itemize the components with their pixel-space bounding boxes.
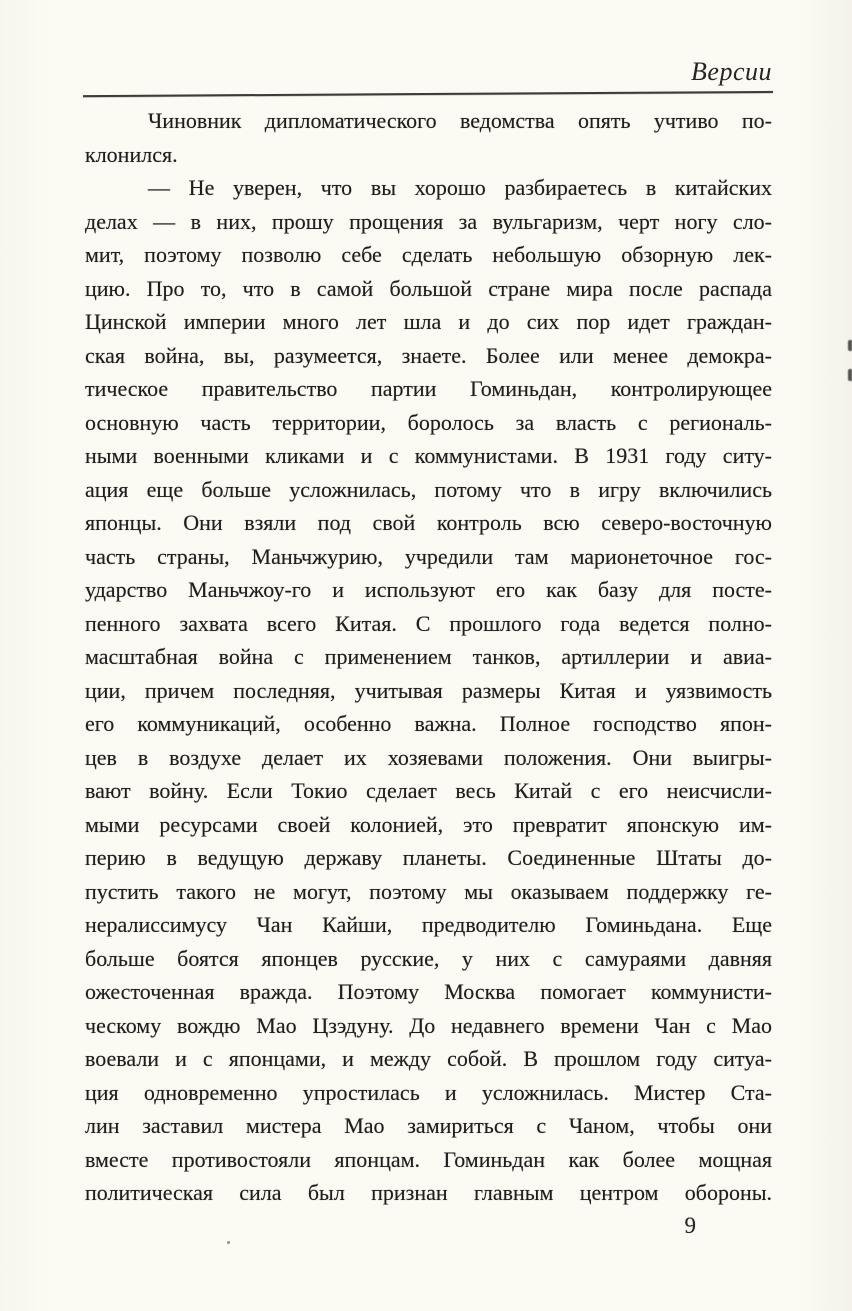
text-line: масштабная война с применением танков, артиллерии и авиа- (85, 644, 772, 669)
text-line: основную часть территории, боролось за власть с региональ- (85, 409, 772, 435)
page-edge-mark (848, 340, 852, 351)
text-line: пустить такого не могут, поэтому мы оказываем поддержку ге- (85, 878, 772, 904)
text-line: цев в воздухе делает их хозяевами положения. Они выигры- (85, 744, 772, 770)
text-line: воевали и с японцами, и между собой. В прошлом году ситуа- (85, 1046, 772, 1071)
text-line: ческому вождю Мао Цзэдуну. До недавнего времени Чан с Мао (85, 1012, 772, 1038)
text-line: лин заставил мистера Мао замириться с Чаном, чтобы они (85, 1113, 772, 1138)
page-edge-mark (848, 369, 852, 381)
text-line: ударство Маньчжоу-го и используют его как базу для посте- (85, 577, 772, 602)
text-line: перию в ведущую державу планеты. Соединенные Штаты до- (85, 845, 772, 870)
text-line: клонился. (85, 141, 178, 167)
text-line: Цинской империи много лет шла и до сих пор идет граждан- (85, 309, 772, 334)
text-line: нералиссимусу Чан Кайши, предводителю Гоминьдана. Еще (85, 912, 772, 937)
page-number: 9 (684, 1213, 696, 1238)
text-line: Чиновник дипломатического ведомства опять учтиво по- (148, 108, 772, 133)
text-line: его коммуникаций, особенно важна. Полное господство япон- (85, 711, 772, 736)
scan-speck (227, 1241, 230, 1244)
text-line: — Не уверен, что вы хорошо разбираетесь в китайских (148, 175, 772, 200)
text-line: политическая сила был признан главным центром обороны. (85, 1180, 772, 1205)
text-line: тическое правительство партии Гоминьдан, контролирующее (85, 376, 772, 401)
text-line: ская война, вы, разумеется, знаете. Более или менее демокра- (85, 342, 772, 368)
text-line: ция одновременно упростилась и усложнилась. Мистер Ста- (85, 1079, 772, 1105)
text-line: вместе противостояли японцам. Гоминьдан как более мощная (85, 1146, 772, 1172)
text-line: часть страны, Маньчжурию, учредили там марионеточное гос- (85, 543, 772, 569)
text-line: ными военными кликами и с коммунистами. В 1931 году ситу- (85, 443, 772, 468)
header-rule (83, 91, 773, 97)
running-title: Версии (691, 57, 772, 86)
text-line: пенного захвата всего Китая. С прошлого года ведется полно- (85, 610, 772, 636)
text-line: ожесточенная вражда. Поэтому Москва помогает коммунисти- (85, 979, 772, 1004)
text-line: цию. Про то, что в самой большой стране мира после распада (85, 275, 772, 301)
text-line: мыми ресурсами своей колонией, это превратит японскую им- (85, 811, 772, 837)
text-line: ация еще больше усложнилась, потому что в игру включились (85, 476, 772, 502)
page-body (85, 104, 772, 1210)
text-line: больше боятся японцев русские, у них с самураями давняя (85, 945, 772, 971)
text-line: японцы. Они взяли под свой контроль всю северо-восточную (85, 510, 772, 535)
text-line: делах — в них, прошу прощения за вульгаризм, черт ногу сло- (85, 208, 772, 234)
text-line: мит, поэтому позволю себе сделать небольшую обзорную лек- (85, 242, 772, 267)
text-line: вают войну. Если Токио сделает весь Китай с его неисчисли- (85, 778, 772, 803)
text-line: ции, причем последняя, учитывая размеры Китая и уязвимость (85, 677, 772, 703)
